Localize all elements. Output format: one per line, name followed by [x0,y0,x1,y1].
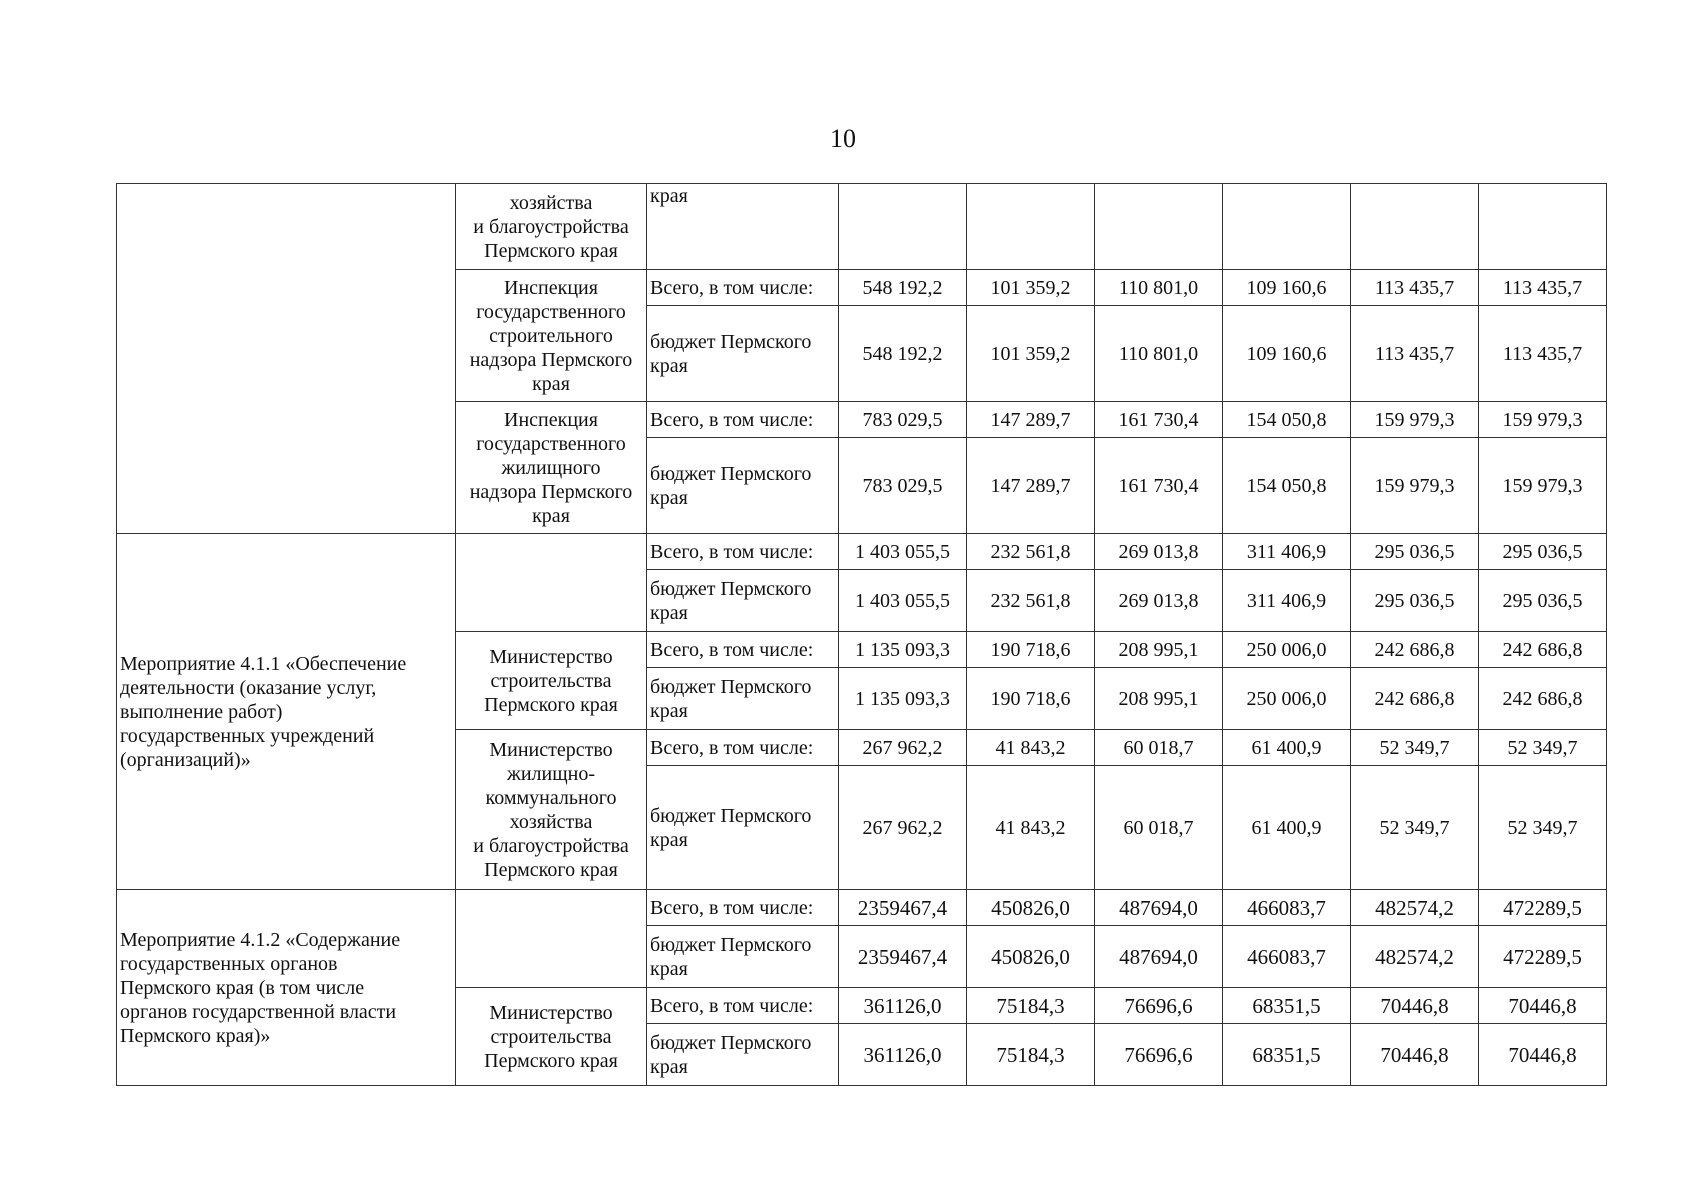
amount-cell: 61 400,9 [1223,730,1351,766]
amount-cell: 113 435,7 [1479,270,1607,306]
amount-cell: 295 036,5 [1351,570,1479,632]
amount-cell: 159 979,3 [1479,438,1607,534]
amount-cell: 41 843,2 [967,766,1095,890]
amount-cell: 52 349,7 [1351,730,1479,766]
amount-cell: 783 029,5 [839,402,967,438]
amount-cell: 482574,2 [1351,926,1479,988]
amount-cell: 190 718,6 [967,668,1095,730]
amount-cell: 242 686,8 [1479,632,1607,668]
amount-cell: 2359467,4 [839,926,967,988]
amount-cell: 311 406,9 [1223,570,1351,632]
funding-source-cell: бюджет Пермского края [647,1024,839,1086]
amount-cell: 101 359,2 [967,306,1095,402]
amount-cell: 450826,0 [967,926,1095,988]
amount-cell: 109 160,6 [1223,306,1351,402]
amount-cell: 154 050,8 [1223,438,1351,534]
amount-cell: 76696,6 [1095,1024,1223,1086]
amount-cell: 295 036,5 [1479,570,1607,632]
amount-cell: 295 036,5 [1351,534,1479,570]
amount-cell: 76696,6 [1095,988,1223,1024]
amount-cell: 159 979,3 [1351,438,1479,534]
amount-cell: 61 400,9 [1223,766,1351,890]
amount-cell: 101 359,2 [967,270,1095,306]
funding-source-cell: бюджет Пермского края [647,438,839,534]
amount-cell: 783 029,5 [839,438,967,534]
amount-cell: 242 686,8 [1479,668,1607,730]
amount-cell: 147 289,7 [967,438,1095,534]
amount-cell: 109 160,6 [1223,270,1351,306]
amount-cell: 1 403 055,5 [839,570,967,632]
funding-source-cell: Всего, в том числе: [647,890,839,926]
funding-source-cell: Всего, в том числе: [647,730,839,766]
table-row [117,534,1607,570]
page-number: 10 [830,124,856,153]
amount-cell: 161 730,4 [1095,438,1223,534]
amount-cell: 466083,7 [1223,890,1351,926]
amount-cell: 110 801,0 [1095,306,1223,402]
amount-cell: 269 013,8 [1095,570,1223,632]
funding-source-cell: бюджет Пермского края [647,766,839,890]
amount-cell: 208 995,1 [1095,632,1223,668]
executor-cell: Инспекция государственного строительного надзора Пермского края [456,270,647,402]
amount-cell: 242 686,8 [1351,668,1479,730]
amount-cell: 159 979,3 [1351,402,1479,438]
amount-cell: 361126,0 [839,988,967,1024]
event-cell: Мероприятие 4.1.1 «Обеспечение деятельности (оказание услуг, выполнение работ) государственных учреждений (организаций)» [117,534,456,890]
funding-source-cell: бюджет Пермского края [647,306,839,402]
funding-source-cell: Всего, в том числе: [647,270,839,306]
executor-cell: Министерство строительства Пермского края [456,632,647,730]
amount-cell: 60 018,7 [1095,730,1223,766]
amount-cell: 1 135 093,3 [839,668,967,730]
amount-cell: 208 995,1 [1095,668,1223,730]
amount-cell: 466083,7 [1223,926,1351,988]
amount-cell: 361126,0 [839,1024,967,1086]
amount-cell: 52 349,7 [1351,766,1479,890]
amount-cell: 154 050,8 [1223,402,1351,438]
funding-source-cell: Всего, в том числе: [647,402,839,438]
amount-cell: 269 013,8 [1095,534,1223,570]
funding-source-cell: Всего, в том числе: [647,632,839,668]
amount-cell: 548 192,2 [839,306,967,402]
amount-cell: 52 349,7 [1479,766,1607,890]
budget-table-body [117,184,1607,1086]
amount-cell: 232 561,8 [967,534,1095,570]
funding-source-cell: бюджет Пермского края [647,570,839,632]
funding-source-cell: бюджет Пермского края [647,668,839,730]
amount-cell: 450826,0 [967,890,1095,926]
amount-cell: 1 403 055,5 [839,534,967,570]
amount-cell: 267 962,2 [839,766,967,890]
amount-cell: 68351,5 [1223,988,1351,1024]
amount-cell: 113 435,7 [1351,270,1479,306]
event-cell [117,184,456,534]
amount-cell: 487694,0 [1095,890,1223,926]
amount-cell: 2359467,4 [839,890,967,926]
executor-cell: Инспекция государственного жилищного надзора Пермского края [456,402,647,534]
amount-cell: 190 718,6 [967,632,1095,668]
funding-source-cell: края [647,184,839,270]
amount-cell [1095,184,1223,270]
amount-cell: 487694,0 [1095,926,1223,988]
amount-cell: 472289,5 [1479,926,1607,988]
amount-cell: 161 730,4 [1095,402,1223,438]
amount-cell: 70446,8 [1351,1024,1479,1086]
amount-cell: 75184,3 [967,988,1095,1024]
amount-cell [1479,184,1607,270]
amount-cell: 70446,8 [1479,1024,1607,1086]
amount-cell: 472289,5 [1479,890,1607,926]
amount-cell: 113 435,7 [1351,306,1479,402]
amount-cell: 60 018,7 [1095,766,1223,890]
executor-cell: Министерство жилищно- коммунального хозяйства и благоустройства Пермского края [456,730,647,890]
amount-cell: 250 006,0 [1223,632,1351,668]
amount-cell: 68351,5 [1223,1024,1351,1086]
amount-cell [967,184,1095,270]
amount-cell [1351,184,1479,270]
event-cell: Мероприятие 4.1.2 «Содержание государственных органов Пермского края (в том числе органов государственной власти Пермского края)» [117,890,456,1086]
amount-cell [839,184,967,270]
amount-cell: 70446,8 [1351,988,1479,1024]
executor-cell: хозяйства и благоустройства Пермского края [456,184,647,270]
amount-cell [1223,184,1351,270]
amount-cell: 159 979,3 [1479,402,1607,438]
amount-cell: 267 962,2 [839,730,967,766]
amount-cell: 242 686,8 [1351,632,1479,668]
amount-cell: 1 135 093,3 [839,632,967,668]
table-row [117,184,1607,270]
amount-cell: 52 349,7 [1479,730,1607,766]
funding-source-cell: бюджет Пермского края [647,926,839,988]
amount-cell: 250 006,0 [1223,668,1351,730]
amount-cell: 41 843,2 [967,730,1095,766]
funding-source-cell: Всего, в том числе: [647,988,839,1024]
budget-table [116,183,1607,1086]
amount-cell: 482574,2 [1351,890,1479,926]
amount-cell: 110 801,0 [1095,270,1223,306]
funding-source-cell: Всего, в том числе: [647,534,839,570]
table-row [117,890,1607,926]
amount-cell: 147 289,7 [967,402,1095,438]
amount-cell: 295 036,5 [1479,534,1607,570]
executor-cell: Министерство строительства Пермского края [456,988,647,1086]
executor-cell [456,534,647,632]
amount-cell: 113 435,7 [1479,306,1607,402]
amount-cell: 311 406,9 [1223,534,1351,570]
executor-cell [456,890,647,988]
amount-cell: 75184,3 [967,1024,1095,1086]
amount-cell: 232 561,8 [967,570,1095,632]
amount-cell: 548 192,2 [839,270,967,306]
amount-cell: 70446,8 [1479,988,1607,1024]
